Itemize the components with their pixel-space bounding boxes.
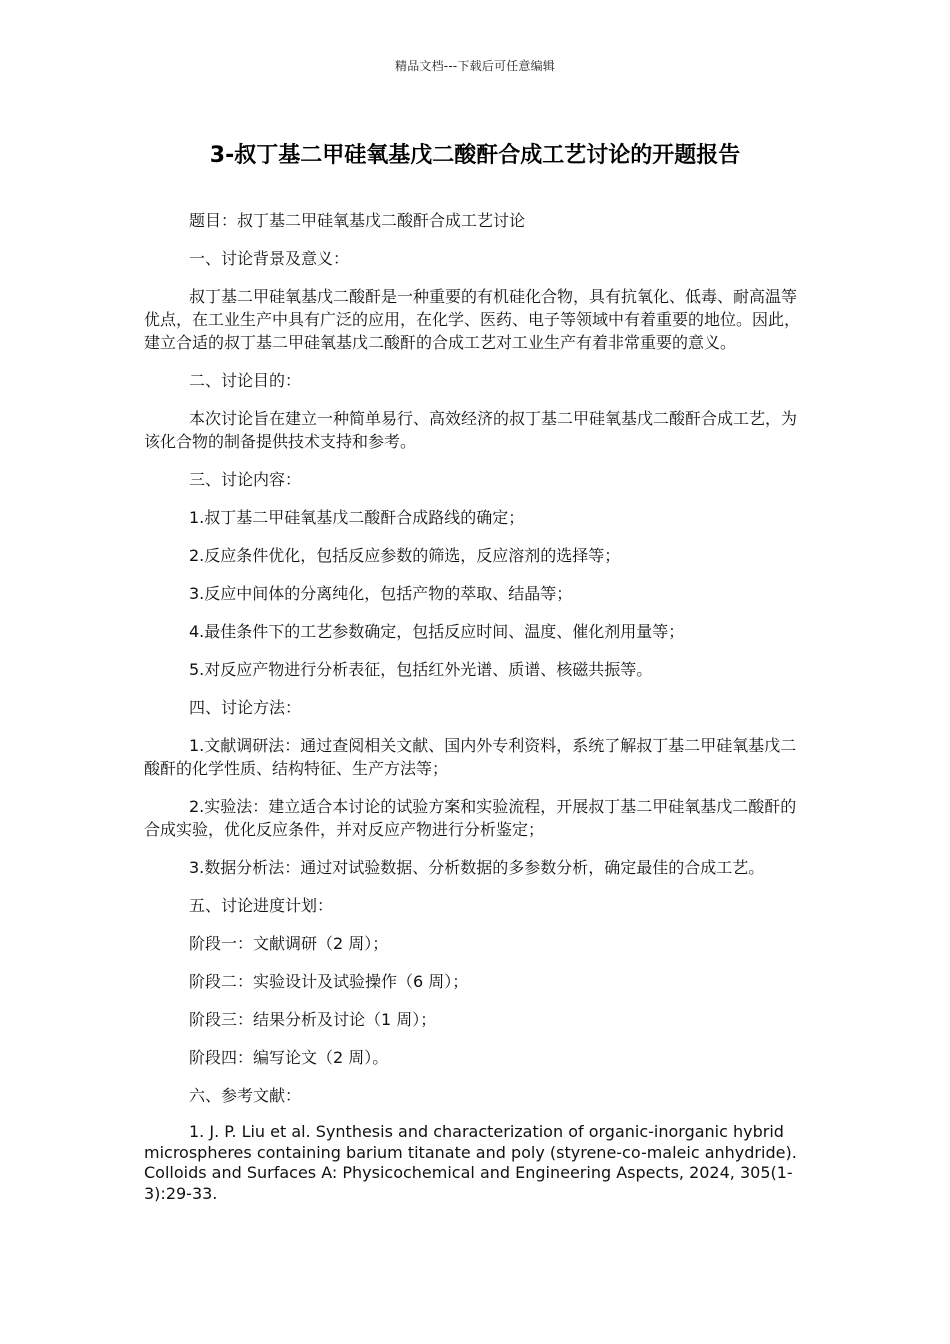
content-item: 2.反应条件优化，包括反应参数的筛选，反应溶剂的选择等； [189, 546, 621, 565]
method-item: 1.文献调研法：通过查阅相关文献、国内外专利资料，系统了解叔丁基二甲硅氧基戊二酸酐的化学性质、结构特征、生产方法等； [144, 736, 797, 778]
content-item: 5.对反应产物进行分析表征，包括红外光谱、质谱、核磁共振等。 [189, 660, 653, 679]
method-item: 2.实验法：建立适合本讨论的试验方案和实验流程，开展叔丁基二甲硅氧基戊二酸酐的合成实验，优化反应条件，并对反应产物进行分析鉴定； [144, 797, 797, 839]
purpose-paragraph: 本次讨论旨在建立一种简单易行、高效经济的叔丁基二甲硅氧基戊二酸酐合成工艺，为该化合物的制备提供技术支持和参考。 [144, 409, 798, 451]
schedule-item: 阶段一：文献调研（2 周）； [189, 934, 389, 953]
section-heading-background: 一、讨论背景及意义： [189, 249, 350, 268]
background-paragraph: 叔丁基二甲硅氧基戊二酸酐是一种重要的有机硅化合物，具有抗氧化、低毒、耐高温等优点，在工业生产中具有广泛的应用，在化学、医药、电子等领域中有着重要的地位。因此，建立合适的叔丁基二甲硅氧基戊二酸酐的合成工艺对工业生产有着非常重要的意义。 [144, 287, 801, 352]
section-heading-content: 三、讨论内容： [189, 470, 302, 489]
section-heading-schedule: 五、讨论进度计划： [189, 896, 334, 915]
topic-line: 题目：叔丁基二甲硅氧基戊二酸酐合成工艺讨论 [189, 211, 526, 230]
section-heading-references: 六、参考文献： [189, 1086, 302, 1105]
schedule-item: 阶段二：实验设计及试验操作（6 周）； [189, 972, 469, 991]
method-item: 3.数据分析法：通过对试验数据、分析数据的多参数分析，确定最佳的合成工艺。 [189, 858, 765, 877]
header-note: 精品文档---下载后可任意编辑 [395, 59, 555, 73]
content-item: 4.最佳条件下的工艺参数确定，包括反应时间、温度、催化剂用量等； [189, 622, 685, 641]
document-title: 3-叔丁基二甲硅氧基戊二酸酐合成工艺讨论的开题报告 [209, 143, 741, 168]
schedule-item: 阶段三：结果分析及讨论（1 周）； [189, 1010, 437, 1029]
content-item: 1.叔丁基二甲硅氧基戊二酸酐合成路线的确定； [189, 508, 525, 527]
section-heading-methods: 四、讨论方法： [189, 698, 302, 717]
content-item: 3.反应中间体的分离纯化，包括产物的萃取、结晶等； [189, 584, 573, 603]
document-body [144, 209, 808, 1219]
schedule-item: 阶段四：编写论文（2 周）。 [189, 1048, 389, 1067]
reference-item: 1. J. P. Liu et al. Synthesis and characterization of organic-inorganic hybrid microspheres containing barium titanate and poly (styrene-co-maleic anhydride). Colloids and Surfaces A: Physicochemical and Engineering Aspects, 2024, 305(1-3):29-33. [144, 1122, 797, 1203]
section-heading-purpose: 二、讨论目的： [189, 371, 302, 390]
